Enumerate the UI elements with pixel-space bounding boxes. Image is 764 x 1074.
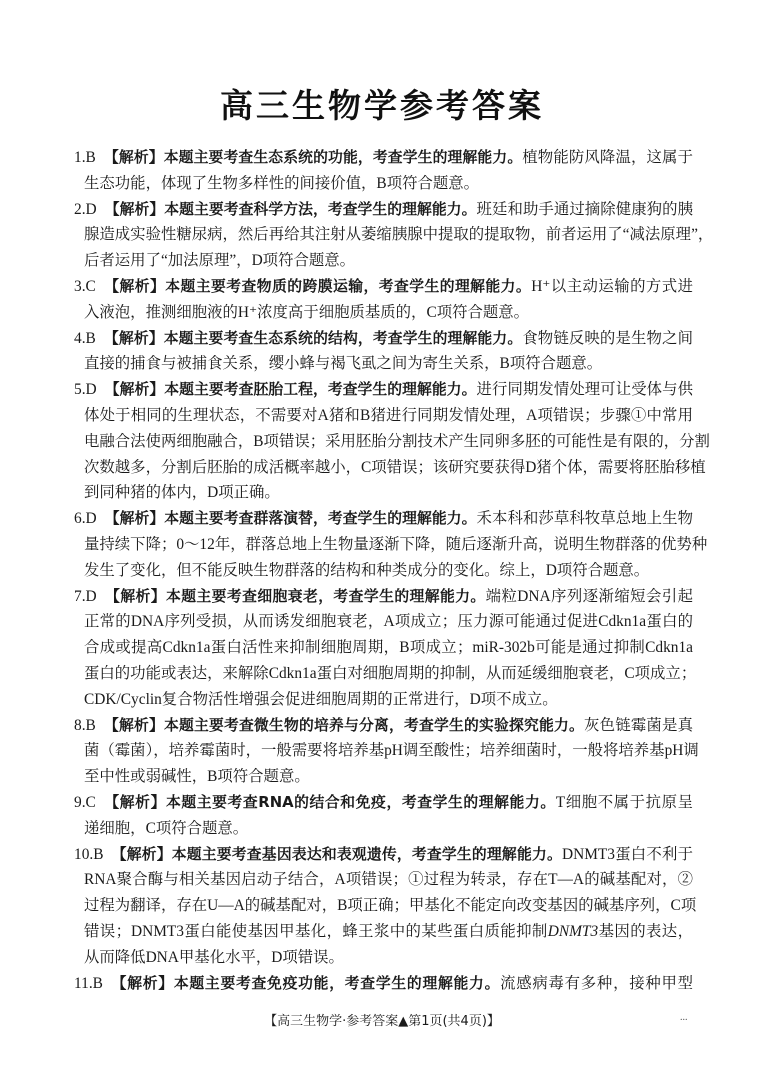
page-title: 高三生物学参考答案 — [220, 86, 544, 125]
answer-text: 直接的捕食与被捕食关系，缨小蜂与褐飞虱之间为寄生关系，B项符合题意。 — [84, 355, 603, 373]
answer-item-line — [84, 483, 693, 503]
answer-text: 进行同期发情处理可让受体与供 — [476, 381, 693, 399]
answer-item-first-line — [74, 845, 693, 865]
answer-label: 2.D — [74, 200, 97, 218]
answer-label: 6.D — [74, 510, 97, 528]
answer-item-first-line — [74, 277, 693, 297]
answer-item-line — [84, 458, 706, 478]
analysis-heading: 【解析】本题主要考查微生物的培养与分离，考查学生的实验探究能力。 — [103, 716, 585, 734]
answer-item-line — [84, 225, 714, 245]
answer-text: DNMT3 — [547, 923, 599, 940]
corner-mark: ... — [680, 1012, 688, 1023]
answer-text: 到同种猪的体内，D项正确。 — [84, 484, 280, 502]
answer-text: 班廷和助手通过摘除健康狗的胰 — [476, 200, 693, 218]
answer-item-first-line — [74, 329, 693, 349]
answer-item-line — [84, 948, 693, 968]
answer-text: 入液泡，推测细胞液的H⁺浓度高于细胞质基质的，C项符合题意。 — [84, 303, 530, 321]
answer-item-line — [84, 767, 693, 787]
answer-item-first-line — [74, 716, 693, 736]
answer-label: 4.B — [74, 329, 96, 347]
answer-text: 基因的表达， — [598, 923, 693, 940]
answer-text: 生态功能，体现了生物多样性的间接价值，B项符合题意。 — [84, 174, 480, 192]
answer-text: 发生了变化，但不能反映生物群落的结构和种类成分的变化。综上，D项符合题意。 — [84, 561, 650, 579]
answer-item-line — [84, 251, 693, 271]
answer-text: 体处于相同的生理状态，不需要对A猪和B猪进行同期发情处理，A项错误；步骤①中常用 — [84, 407, 693, 424]
answer-text: 电融合法使两细胞融合，B项错误；采用胚胎分割技术产生同卵多胚的可能性是有限的，分割 — [84, 432, 710, 450]
page-footer: 【高三生物学·参考答案▲第1页(共4页)】 — [264, 1014, 500, 1029]
answer-item-first-line — [74, 148, 693, 168]
answer-text: 正常的DNA序列受损，从而诱发细胞衰老，A项成立；压力源可能通过促进Cdkn1a蛋白的 — [84, 613, 693, 631]
answer-text: 后者运用了“加法原理”，D项符合题意。 — [84, 252, 356, 270]
answer-text: 从而降低DNA甲基化水平，D项错误。 — [84, 948, 344, 966]
answer-text: 递细胞，C项符合题意。 — [84, 819, 249, 837]
answer-text: RNA聚合酶与相关基因启动子结合，A项错误；①过程为转录，存在T—A的碱基配对，② — [84, 871, 693, 889]
answer-text: H⁺以主动运输的方式进 — [531, 278, 693, 295]
analysis-heading: 【解析】本题主要考查细胞衰老，考查学生的理解能力。 — [104, 587, 486, 605]
answer-item-line — [84, 303, 693, 323]
answer-label: 9.C — [74, 794, 96, 811]
answer-label: 3.C — [74, 278, 96, 295]
answer-label: 11.B — [74, 974, 103, 992]
answer-item-first-line — [74, 200, 693, 220]
answer-item-line — [84, 870, 693, 890]
analysis-heading: 【解析】本题主要考查胚胎工程，考查学生的理解能力。 — [104, 381, 477, 399]
answer-label: 5.D — [74, 381, 97, 399]
answer-item-line — [84, 741, 699, 761]
answer-item-line — [84, 406, 693, 426]
analysis-heading: 【解析】本题主要考查科学方法，考查学生的理解能力。 — [104, 200, 477, 218]
answer-text: 菌（霉菌），培养霉菌时，一般需要将培养基pH调至酸性；培养细菌时，一般将培养基pH调 — [84, 742, 699, 760]
analysis-heading: 【解析】本题主要考查免疫功能，考查学生的理解能力。 — [110, 974, 501, 992]
answer-item-line — [84, 432, 710, 452]
answer-text: 腺造成实验性糖尿病，然后再给其注射从萎缩胰腺中提取的提取物，前者运用了“减法原理”， — [84, 226, 714, 244]
answer-text: CDK/Cyclin复合物活性增强会促进细胞周期的正常进行，D项不成立。 — [84, 690, 558, 708]
answer-text: 次数越多，分割后胚胎的成活概率越小，C项错误；该研究要获得D猪个体，需要将胚胎移植 — [84, 458, 706, 476]
answer-item-first-line — [74, 509, 693, 529]
answer-item-line — [84, 896, 697, 916]
answer-item-first-line — [74, 380, 693, 400]
answer-text: 食物链反映的是生物之间 — [522, 329, 693, 347]
answer-item-first-line — [74, 793, 693, 813]
analysis-heading: 【解析】本题主要考查RNA的结合和免疫，考查学生的理解能力。 — [103, 794, 556, 811]
answer-item-line — [84, 922, 693, 942]
answer-item-line — [84, 535, 708, 555]
answer-item-first-line — [74, 587, 693, 607]
answer-item-first-line — [74, 974, 693, 994]
answer-item-line — [84, 690, 693, 710]
answer-text: 错误；DNMT3蛋白能使基因甲基化，蜂王浆中的某些蛋白质能抑制 — [84, 923, 548, 940]
answer-text: 量持续下降；0～12年，群落总地上生物量逐渐下降，随后逐渐升高，说明生物群落的优势种 — [84, 536, 708, 553]
answer-text: 蛋白的功能或表达，来解除Cdkn1a蛋白对细胞周期的抑制，从而延缓细胞衰老，C项成立； — [84, 665, 697, 682]
answer-item-line — [84, 354, 693, 374]
answer-text: 灰色链霉菌是真 — [584, 716, 693, 734]
answer-text: 流感病毒有多种，接种甲型 — [500, 974, 693, 992]
answer-text: 过程为翻译，存在U—A的碱基配对，B项正确；甲基化不能定向改变基因的碱基序列，C项 — [84, 897, 697, 915]
answer-text: T细胞不属于抗原呈 — [555, 794, 693, 811]
answer-label: 10.B — [74, 845, 104, 863]
analysis-heading: 【解析】本题主要考查基因表达和表观遗传，考查学生的理解能力。 — [111, 845, 562, 863]
answer-text: 植物能防风降温，这属于 — [522, 149, 693, 166]
answer-item-line — [84, 638, 693, 658]
answer-item-line — [84, 174, 693, 194]
answer-label: 7.D — [74, 587, 97, 605]
analysis-heading: 【解析】本题主要考查群落演替，考查学生的理解能力。 — [104, 510, 477, 528]
answer-text: 端粒DNA序列逐渐缩短会引起 — [485, 587, 693, 605]
answer-item-line — [84, 612, 693, 632]
answer-item-line — [84, 664, 697, 684]
answer-item-line — [84, 561, 693, 581]
answer-label: 1.B — [74, 149, 96, 166]
analysis-heading: 【解析】本题主要考查生态系统的功能，考查学生的理解能力。 — [103, 149, 523, 166]
answer-text: DNMT3蛋白不利于 — [561, 845, 693, 863]
answer-text: 禾本科和莎草科牧草总地上生物 — [476, 510, 693, 528]
analysis-heading: 【解析】本题主要考查物质的跨膜运输，考查学生的理解能力。 — [103, 278, 532, 295]
analysis-heading: 【解析】本题主要考查生态系统的结构，考查学生的理解能力。 — [103, 329, 523, 347]
answer-text: 至中性或弱碱性，B项符合题意。 — [84, 768, 310, 786]
answer-item-line — [84, 819, 693, 839]
answer-label: 8.B — [74, 716, 96, 734]
answer-text: 合成或提高Cdkn1a蛋白活性来抑制细胞周期，B项成立；miR-302b可能是通过抑制Cdkn1a — [84, 639, 693, 657]
